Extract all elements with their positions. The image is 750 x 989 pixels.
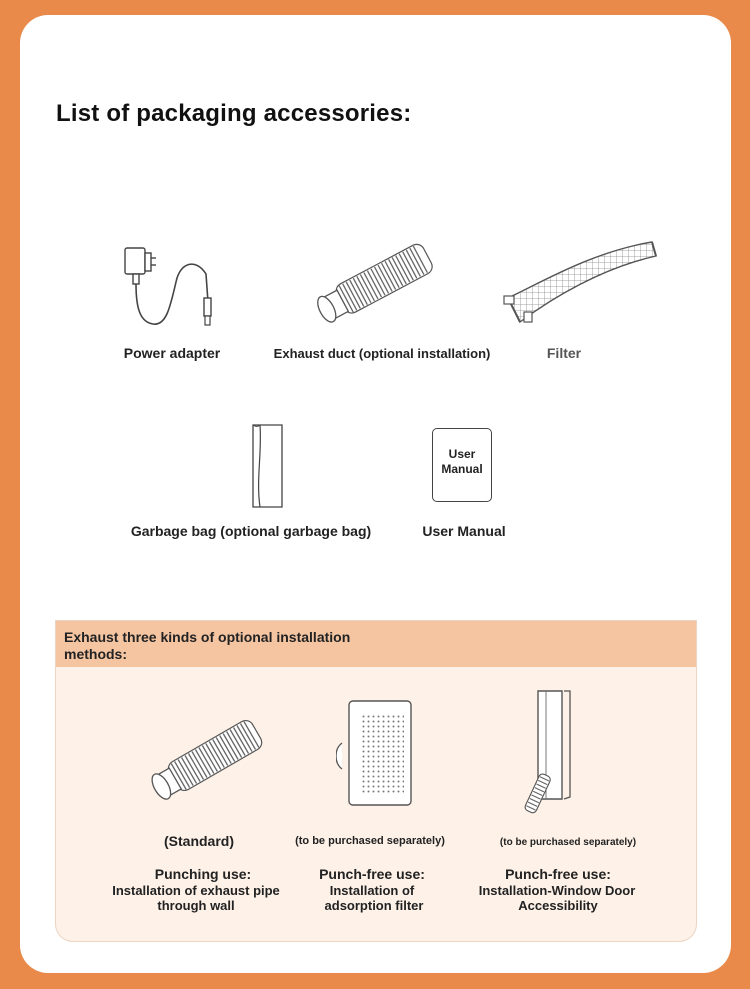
method-3-desc-line1: Installation-Window Door [478, 883, 636, 898]
methods-heading [56, 621, 696, 667]
methods-heading-line1: Exhaust three kinds of optional installation [64, 629, 351, 645]
method-1-desc-line1: Installation of exhaust pipe [112, 883, 280, 898]
accessory-label-power-adapter: Power adapter [123, 345, 221, 361]
method-2-desc-line2: adsorption filter [324, 898, 424, 913]
accessory-label-user-manual: User Manual [422, 523, 506, 539]
user-manual-item [432, 428, 494, 504]
page-title: List of packaging accessories: [56, 100, 412, 127]
accessory-label-filter: Filter [546, 345, 582, 361]
method-duct-icon [144, 709, 274, 809]
accessory-label-exhaust-duct: Exhaust duct (optional installation) [273, 346, 491, 361]
installation-methods-panel [55, 620, 697, 942]
method-3-use: Punch-free use: [505, 866, 611, 882]
garbage-bag-icon [250, 424, 286, 508]
method-window-door-icon [516, 687, 586, 817]
method-3-desc-line2: Accessibility [518, 898, 598, 913]
manual-icon-text-line1: User [448, 447, 476, 461]
method-2-use: Punch-free use: [319, 866, 425, 882]
method-2-tag: (to be purchased separately) [295, 835, 445, 847]
power-adapter-icon [118, 238, 218, 334]
method-2-desc-line1: Installation of [329, 883, 415, 898]
user-manual-icon [432, 428, 492, 502]
garbage-bag-item [250, 424, 286, 508]
method-1-desc-line2: through wall [157, 898, 235, 913]
method-3-tag: (to be purchased separately) [499, 837, 637, 848]
filter-item [502, 232, 662, 328]
method-1-use: Punching use: [154, 866, 252, 882]
accessory-label-garbage-bag: Garbage bag (optional garbage bag) [130, 523, 372, 539]
exhaust-duct-item [308, 232, 448, 332]
power-adapter-item [118, 238, 218, 334]
exhaust-duct-icon [308, 232, 448, 332]
method-adsorption-filter-icon [336, 699, 416, 809]
methods-heading-line2: methods: [64, 646, 127, 662]
method-1-tag: (Standard) [164, 833, 234, 849]
filter-icon [502, 232, 662, 328]
manual-icon-text-line2: Manual [441, 462, 483, 476]
